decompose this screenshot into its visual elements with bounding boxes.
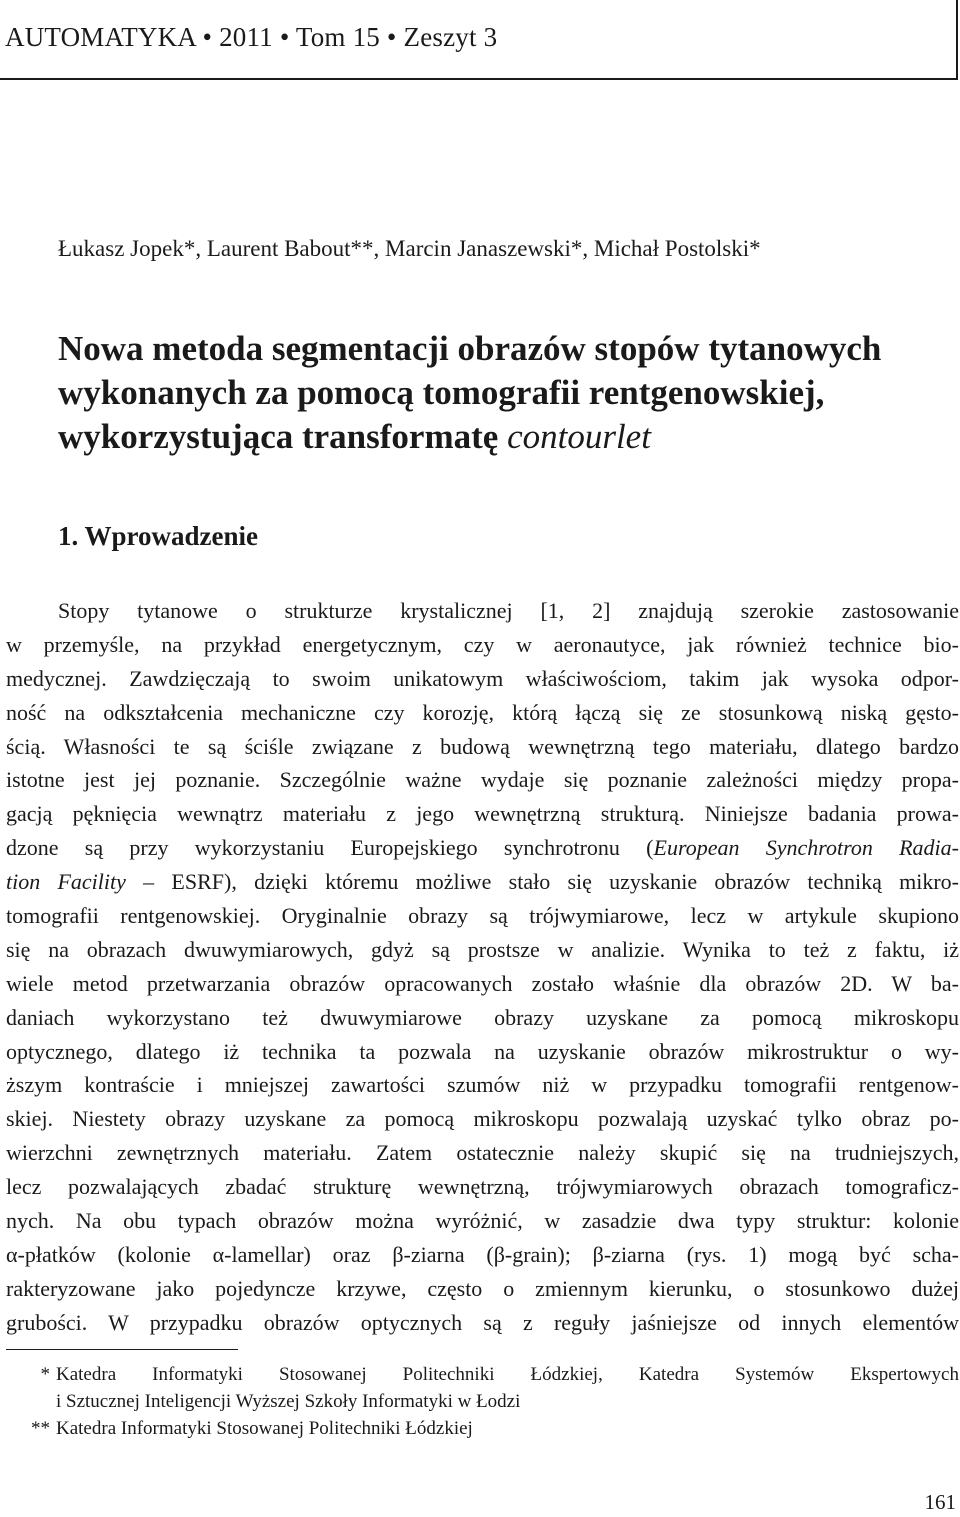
text-line: daniach wykorzystano też dwuwymiarowe obrazy uzyskane za pomocą mikroskopu <box>6 1004 959 1030</box>
footnote-item <box>6 1361 959 1388</box>
footnote-mark: ** <box>31 1418 50 1439</box>
author-list: Łukasz Jopek*, Laurent Babout**, Marcin Janaszewski*, Michał Postolski* <box>58 236 761 261</box>
text-line: w przemyśle, na przykład energetycznym, czy w aeronautyce, jak również technice bio- <box>6 631 959 657</box>
text-line: α-płatków (kolonie α-lamellar) oraz β-ziarna (β-grain); β-ziarna (rys. 1) mogą być scha- <box>6 1241 959 1267</box>
article-title <box>58 327 948 459</box>
text-italic-segment: tion Facility <box>6 869 126 895</box>
text-segment: – ESRF), dzięki któremu możliwe stało się uzyskanie obrazów techniką mikro- <box>125 869 959 895</box>
text-line: medycznej. Zawdzięczają to swoim unikatowym właściwościom, takim jak wysoka odpor- <box>6 665 959 691</box>
text-line: ność na odkształcenia mechaniczne czy korozję, którą łączą się ze stosunkową niską gęsto- <box>6 699 959 725</box>
title-italic-term: contourlet <box>507 417 651 456</box>
title-line: Nowa metoda segmentacji obrazów stopów tytanowych <box>58 329 882 368</box>
text-line: Stopy tytanowe o strukturze krystalicznej [1, 2] znajdują szerokie zastosowanie <box>58 598 959 623</box>
text-line: optycznego, dlatego iż technika ta pozwala na uzyskanie obrazów mikrostruktur o wy- <box>6 1038 959 1064</box>
text-line: wierzchni zewnętrznych materiału. Zatem ostatecznie należy skupić się na trudniejszych, <box>6 1140 959 1166</box>
text-line: grubości. W przypadku obrazów optycznych są z reguły jaśniejsze od innych elementów <box>6 1309 959 1335</box>
text-line: tomografii rentgenowskiej. Oryginalnie obrazy są trójwymiarowe, lecz w artykule skupiono <box>6 903 959 929</box>
title-line <box>58 415 948 459</box>
footnote-item <box>6 1415 959 1442</box>
text-line: się na obrazach dwuwymiarowych, gdyż są prostsze w analizie. Wynika to też z faktu, iż <box>6 936 959 962</box>
footnote-divider <box>6 1349 238 1350</box>
text-line: ścią. Własności te są ściśle związane z budową wewnętrzną tego materiału, dlatego bardzo <box>6 733 959 759</box>
text-line: rakteryzowane jako pojedyncze krzywe, często o zmiennym kierunku, o stosunkowo dużej <box>6 1275 959 1301</box>
text-line: skiej. Niestety obrazy uzyskane za pomocą mikroskopu pozwalają uzyskać tylko obraz po- <box>6 1106 959 1132</box>
text-line <box>6 865 959 899</box>
page-number: 161 <box>924 1490 956 1514</box>
footnote-text: Katedra Informatyki Stosowanej Politechniki Łódzkiej, Katedra Systemów Ekspertowych <box>56 1364 959 1385</box>
text-segment: dzone są przy wykorzystaniu Europejskiego synchrotronu ( <box>6 835 654 861</box>
text-line: ższym kontraście i mniejszej zawartości szumów niż w przypadku tomografii rentgenow- <box>6 1072 959 1098</box>
text-line: istotne jest jej poznanie. Szczególnie ważne wydaje się poznanie zależności między propa- <box>6 767 959 793</box>
journal-header-box <box>0 0 958 80</box>
footnote-text: Katedra Informatyki Stosowanej Politechniki Łódzkiej <box>56 1418 473 1439</box>
footnote-mark: * <box>40 1364 50 1385</box>
footnote-text: i Sztucznej Inteligencji Wyższej Szkoły Informatyki w Łodzi <box>56 1391 521 1412</box>
title-line-text: wykorzystująca transformatę <box>58 417 508 456</box>
body-paragraph <box>6 594 959 1340</box>
text-line: lecz pozwalających zbadać strukturę wewnętrzną, trójwymiarowych obrazach tomograficz- <box>6 1174 959 1200</box>
text-line: gacją pęknięcia wewnątrz materiału z jego wewnętrzną strukturą. Niniejsze badania prowa- <box>6 801 959 827</box>
section-heading: 1. Wprowadzenie <box>58 521 259 551</box>
footnotes <box>6 1361 959 1442</box>
text-line <box>6 831 959 865</box>
title-line: wykonanych za pomocą tomografii rentgenowskiej, <box>58 373 825 412</box>
text-line: wiele metod przetwarzania obrazów opracowanych zostało właśnie dla obrazów 2D. W ba- <box>6 970 959 996</box>
text-italic-segment: European Synchrotron Radia- <box>653 835 959 861</box>
footnote-item-continuation <box>6 1388 959 1415</box>
journal-title: AUTOMATYKA • 2011 • Tom 15 • Zeszyt 3 <box>5 22 498 52</box>
text-line: nych. Na obu typach obrazów można wyróżnić, w zasadzie dwa typy struktur: kolonie <box>6 1208 959 1234</box>
